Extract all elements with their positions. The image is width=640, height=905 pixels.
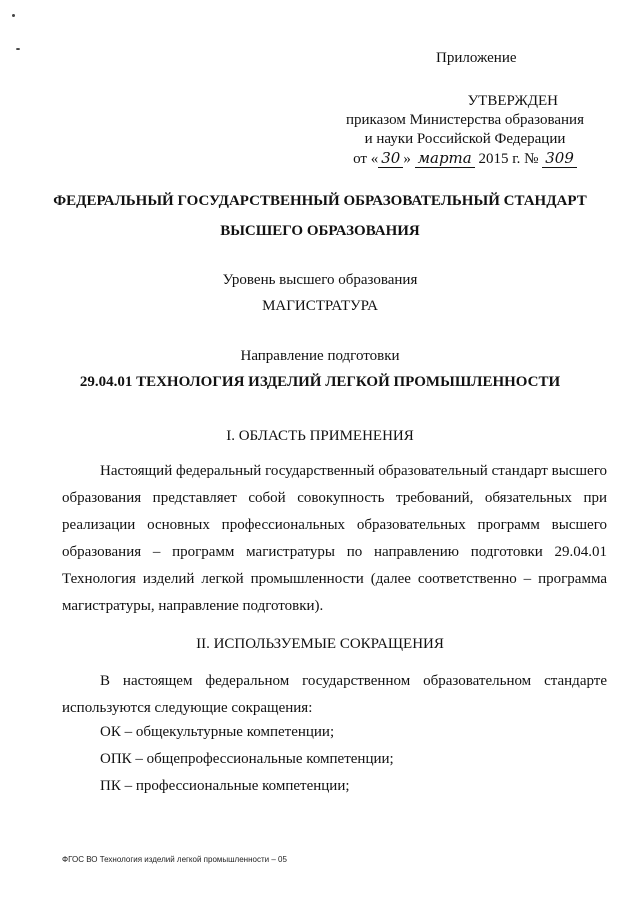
- annex-label: Приложение: [436, 50, 517, 66]
- list-item: ПК – профессиональные компетенции;: [100, 778, 350, 794]
- order-line-2: и науки Российской Федерации: [364, 131, 566, 147]
- order-date-line: [330, 149, 600, 169]
- level-value: МАГИСТРАТУРА: [262, 298, 378, 314]
- date-year: 2015 г. №: [478, 151, 539, 167]
- section2-heading: II. ИСПОЛЬЗУЕМЫЕ СОКРАЩЕНИЯ: [196, 636, 444, 652]
- level-label: Уровень высшего образования: [222, 272, 418, 288]
- date-day: 30: [378, 149, 403, 168]
- document-title: [0, 186, 640, 246]
- order-line-1: приказом Министерства образования: [346, 112, 584, 128]
- approved-label: УТВЕРЖДЕН: [467, 93, 558, 109]
- date-month: марта: [415, 149, 475, 168]
- title-line-2: ВЫСШЕГО ОБРАЗОВАНИЯ: [220, 223, 420, 239]
- section1-paragraph: Настоящий федеральный государственный образовательный стандарт высшего образования представляет собой совокупность требований, обязательных при реализации основных профессиональных образовательных программ высшего образования – программ магистратуры по направлению подготовки 29.04.01 Технология изделий легкой промышленности (далее соответственно – программа магистратуры, направление подготовки).: [62, 463, 607, 614]
- scan-speck: [16, 48, 20, 50]
- order-number: 309: [542, 149, 577, 168]
- approval-block: [330, 92, 600, 169]
- scan-speck: [12, 14, 15, 17]
- section2-intro: В настоящем федеральном государственном образовательном стандарте используются следующие сокращения:: [62, 673, 607, 716]
- date-prefix: от «: [353, 151, 379, 167]
- page-footer: ФГОС ВО Технология изделий легкой промышленности – 05: [62, 855, 287, 864]
- title-line-1: ФЕДЕРАЛЬНЫЙ ГОСУДАРСТВЕННЫЙ ОБРАЗОВАТЕЛЬНЫЙ СТАНДАРТ: [53, 193, 587, 209]
- list-item: ОПК – общепрофессиональные компетенции;: [100, 751, 394, 767]
- section1-heading: I. ОБЛАСТЬ ПРИМЕНЕНИЯ: [226, 428, 414, 444]
- date-mid: »: [403, 151, 411, 167]
- direction-value: 29.04.01 ТЕХНОЛОГИЯ ИЗДЕЛИЙ ЛЕГКОЙ ПРОМЫШЛЕННОСТИ: [79, 374, 561, 390]
- list-item: ОК – общекультурные компетенции;: [100, 724, 335, 740]
- direction-label: Направление подготовки: [240, 348, 400, 364]
